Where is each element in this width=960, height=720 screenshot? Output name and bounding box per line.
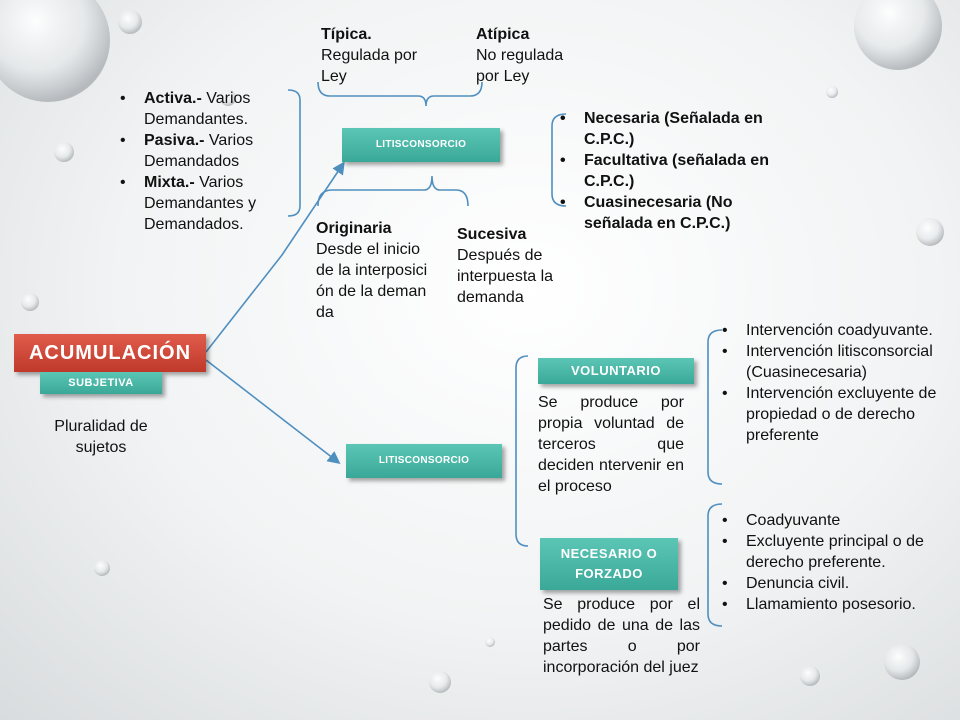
- litisconsorcio-kinds-list: [556, 108, 792, 234]
- tipica-title: Típica.: [321, 26, 372, 43]
- list-item: • Pasiva.- Varios Demandados: [116, 130, 288, 172]
- necesario-label: NECESARIO O FORZADO: [560, 546, 658, 581]
- list-item: • Mixta.- Varios Demandantes y Demandados.: [116, 172, 288, 235]
- atipica-title: Atípica: [476, 26, 530, 43]
- tipica-block: [321, 24, 431, 87]
- lower-litisconsorcio-label: LITISCONSORCIO: [378, 455, 470, 466]
- list-item: • Facultativa (señalada en C.P.C.): [556, 150, 792, 192]
- brace-activa-pasiva-mixta: [288, 90, 300, 216]
- tipica-desc: Regulada por Ley: [321, 47, 418, 85]
- subjetiva-label: SUBJETIVA: [68, 377, 134, 389]
- lower-litisconsorcio-box: [346, 444, 502, 478]
- arrow-to-lower-litisconsorcio: [206, 360, 338, 462]
- brace-originaria-sucesiva: [318, 176, 468, 206]
- acumulacion-box: [14, 334, 206, 372]
- list-item: • Activa.- Varios Demandantes.: [116, 88, 288, 130]
- necesario-items-list: [718, 510, 950, 615]
- subjetiva-box: [40, 372, 162, 394]
- sucesiva-title: Sucesiva: [457, 226, 527, 243]
- acumulacion-title: ACUMULACIÓN: [28, 342, 192, 364]
- voluntario-desc: Se produce por propia voluntad de terceros que deciden ntervenir en el proceso: [538, 394, 684, 495]
- voluntario-label: VOLUNTARIO: [571, 363, 661, 378]
- originaria-block: [316, 218, 428, 323]
- list-item: • Intervención excluyente de propiedad o de derecho preferente: [718, 383, 950, 446]
- necesario-box: [540, 538, 678, 590]
- list-item: • Intervención litisconsorcial (Cuasinecesaria): [718, 341, 950, 383]
- necesario-desc: Se produce por el pedido de una de las partes o por incorporación del juez: [543, 596, 700, 676]
- voluntario-box: [538, 358, 694, 384]
- originaria-title: Originaria: [316, 220, 392, 237]
- sucesiva-block: [457, 224, 567, 308]
- atipica-block: [476, 24, 586, 87]
- party-types-list: [116, 88, 288, 235]
- upper-litisconsorcio-box: [342, 128, 500, 162]
- upper-litisconsorcio-label: LITISCONSORCIO: [375, 139, 467, 150]
- originaria-desc: Desde el inicio de la interposición de la demanda: [316, 241, 428, 321]
- list-item: • Denuncia civil.: [718, 573, 950, 594]
- list-item: • Llamamiento posesorio.: [718, 594, 950, 615]
- brace-lower-voluntario-necesario: [516, 356, 528, 546]
- pluralidad-note: Pluralidad de sujetos: [54, 418, 148, 456]
- list-item: • Excluyente principal o de derecho preferente.: [718, 531, 950, 573]
- list-item: • Intervención coadyuvante.: [718, 320, 950, 341]
- list-item: • Coadyuvante: [718, 510, 950, 531]
- sucesiva-desc: Después de interpuesta la demanda: [457, 247, 554, 306]
- voluntario-items-list: [718, 320, 950, 446]
- list-item: • Necesaria (Señalada en C.P.C.): [556, 108, 792, 150]
- list-item: • Cuasinecesaria (No señalada en C.P.C.): [556, 192, 792, 234]
- atipica-desc: No regulada por Ley: [476, 47, 564, 85]
